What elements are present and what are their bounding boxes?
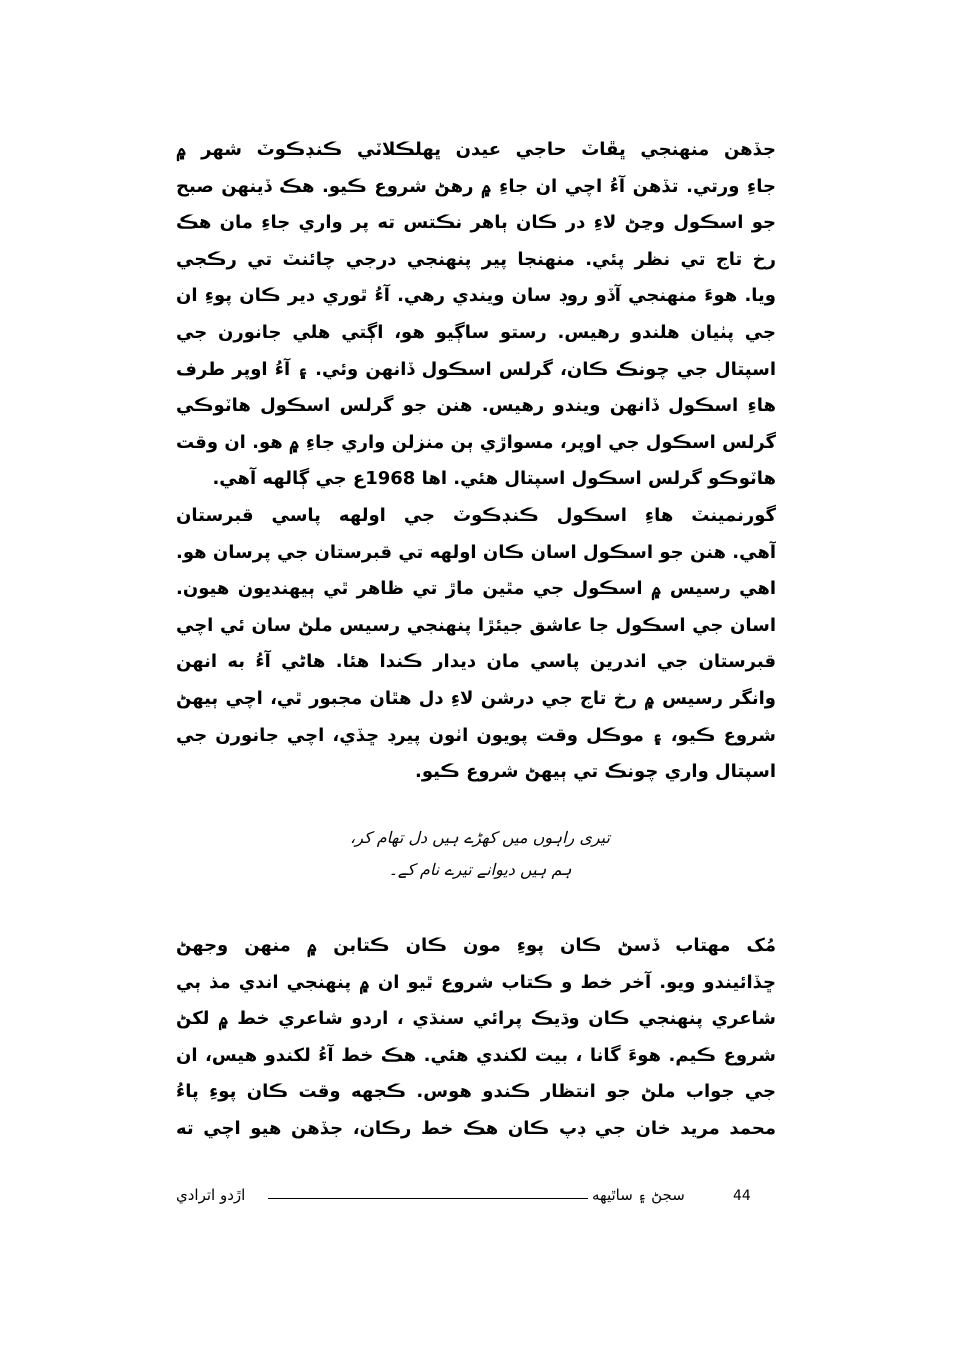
text-line: اهي رسيس ۾ اسڪول جي مٿين ماڙ تي ظاهر ٿي ٻيهنديون هيون. — [176, 578, 776, 600]
footer-divider — [268, 1198, 588, 1199]
text-line: جڏهن منهنجي ڀڦاٽ حاجي عيدن ڀهلڪلاٽي ڪنڊڪوٽ شهر ۾ — [176, 139, 776, 160]
poem-couplet — [300, 822, 660, 886]
text-line: هاءِ اسڪول ڏانهن ويندو رهيس. هنن جو گرلس اسڪول هاٽوڪي — [176, 395, 776, 417]
text-line: شروع ڪيم. هوءَ گانا ، بيت لکندي هئي. هڪ خط آءُ لکندو هيس، ان — [176, 1044, 776, 1066]
paragraph-3 — [176, 928, 776, 1148]
text-line: گرلس اسڪول جي اوپر، مسواڙي ٻن منزلن واري جاءِ ۾ هو. ان وقت — [176, 431, 776, 453]
text-line: هاٽوڪو گرلس اسڪول اسپتال هئي. اها 1968ع جي ڳالهه آهي. — [212, 468, 776, 490]
text-line: اسپتال جي چونڪ ڪان، گرلس اسڪول ڏانهن وئي. ۽ آءُ اوپر طرف — [176, 358, 776, 380]
text-line: جي پٺيان هلندو رهيس. رستو ساڳيو هو، اڳتي هلي جانورن جي — [176, 321, 776, 343]
poem-line: تیری راہوں میں کھڑے ہیں دل تھام کر، — [350, 828, 610, 847]
text-line: جي جواب ملڻ جو انتظار ڪندو هوس. ڪجهه وقت ڪان پوءِ پاءُ — [176, 1081, 776, 1103]
text-line: مُک مهتاب ڏسڻ ڪان پوءِ مون ڪان ڪتابن ۾ منهن وجهڻ — [176, 935, 776, 956]
text-line: جاءِ ورتي. تڏهن آءُ اچي ان جاءِ ۾ رهڻ شروع ڪيو. هڪ ڏينهن صبح — [176, 175, 776, 197]
page-footer — [176, 1180, 776, 1216]
text-line: وانگر رسيس ۾ رخ تاج جي درشن لاءِ دل هٿان مجبور ٿي، اچي ٻيهڻ — [176, 687, 776, 709]
text-line: شروع ڪيو، ۽ موڪل وقت پويون اٺون پيرڊ ڇڏي، اچي جانورن جي — [176, 724, 776, 746]
text-line: جو اسڪول وڃڻ لاءِ در ڪان ٻاهر نڪتس ته پر واري جاءِ مان هڪ — [176, 212, 776, 234]
text-line: محمد مريد خان جي ڊپ ڪان هڪ خط رڪان، جڏهن هيو اچي ته — [176, 1117, 776, 1139]
text-line: رخ تاج تي نظر پئي. منهنجا پير پنهنجي درجي چائنٽ تي رڪجي — [176, 248, 776, 270]
poem-line: ہم ہیں دیوانے تیرے نام کے۔ — [388, 860, 572, 879]
paragraph-2 — [176, 498, 776, 791]
text-line: اسپتال واري چونڪ تي ٻيهڻ شروع ڪيو. — [415, 761, 776, 783]
page-number: 44 — [733, 1188, 751, 1204]
text-line: قبرستان جي اندرين پاسي مان ديدار ڪندا هئا. هاڻي آءُ به انهن — [176, 651, 776, 673]
text-line: اسان جي اسڪول جا عاشق جيئڙا پنهنجي رسيس ملڻ سان ئي اچي — [176, 614, 776, 636]
text-line: گورنمينٽ هاءِ اسڪول ڪنڊڪوٽ جي اولهه پاسي قبرستان — [176, 505, 776, 526]
footer-chapter-title: سجڻ ۽ ساٿيهه — [592, 1186, 685, 1204]
text-line: ويا. هوءَ منهنجي آڏو روڊ سان ويندي رهي. آءُ ٿوري دير ڪان پوءِ ان — [176, 285, 776, 307]
text-line: شاعري پنهنجي ڪان وڌيڪ پرائي سنڌي ، اردو شاعري خط ۾ لکڻ — [176, 1008, 776, 1030]
text-line: آهي. هنن جو اسڪول اسان ڪان اولهه تي قبرستان جي پرسان هو. — [176, 541, 776, 563]
paragraph-1 — [176, 132, 776, 498]
text-line: ڇڏائيندو ويو. آخر خط و ڪتاب شروع ٿيو ان ۾ پنهنجي اندي مذ ٻي — [176, 971, 776, 993]
footer-book-title: اڙدو اترادي — [176, 1186, 246, 1204]
